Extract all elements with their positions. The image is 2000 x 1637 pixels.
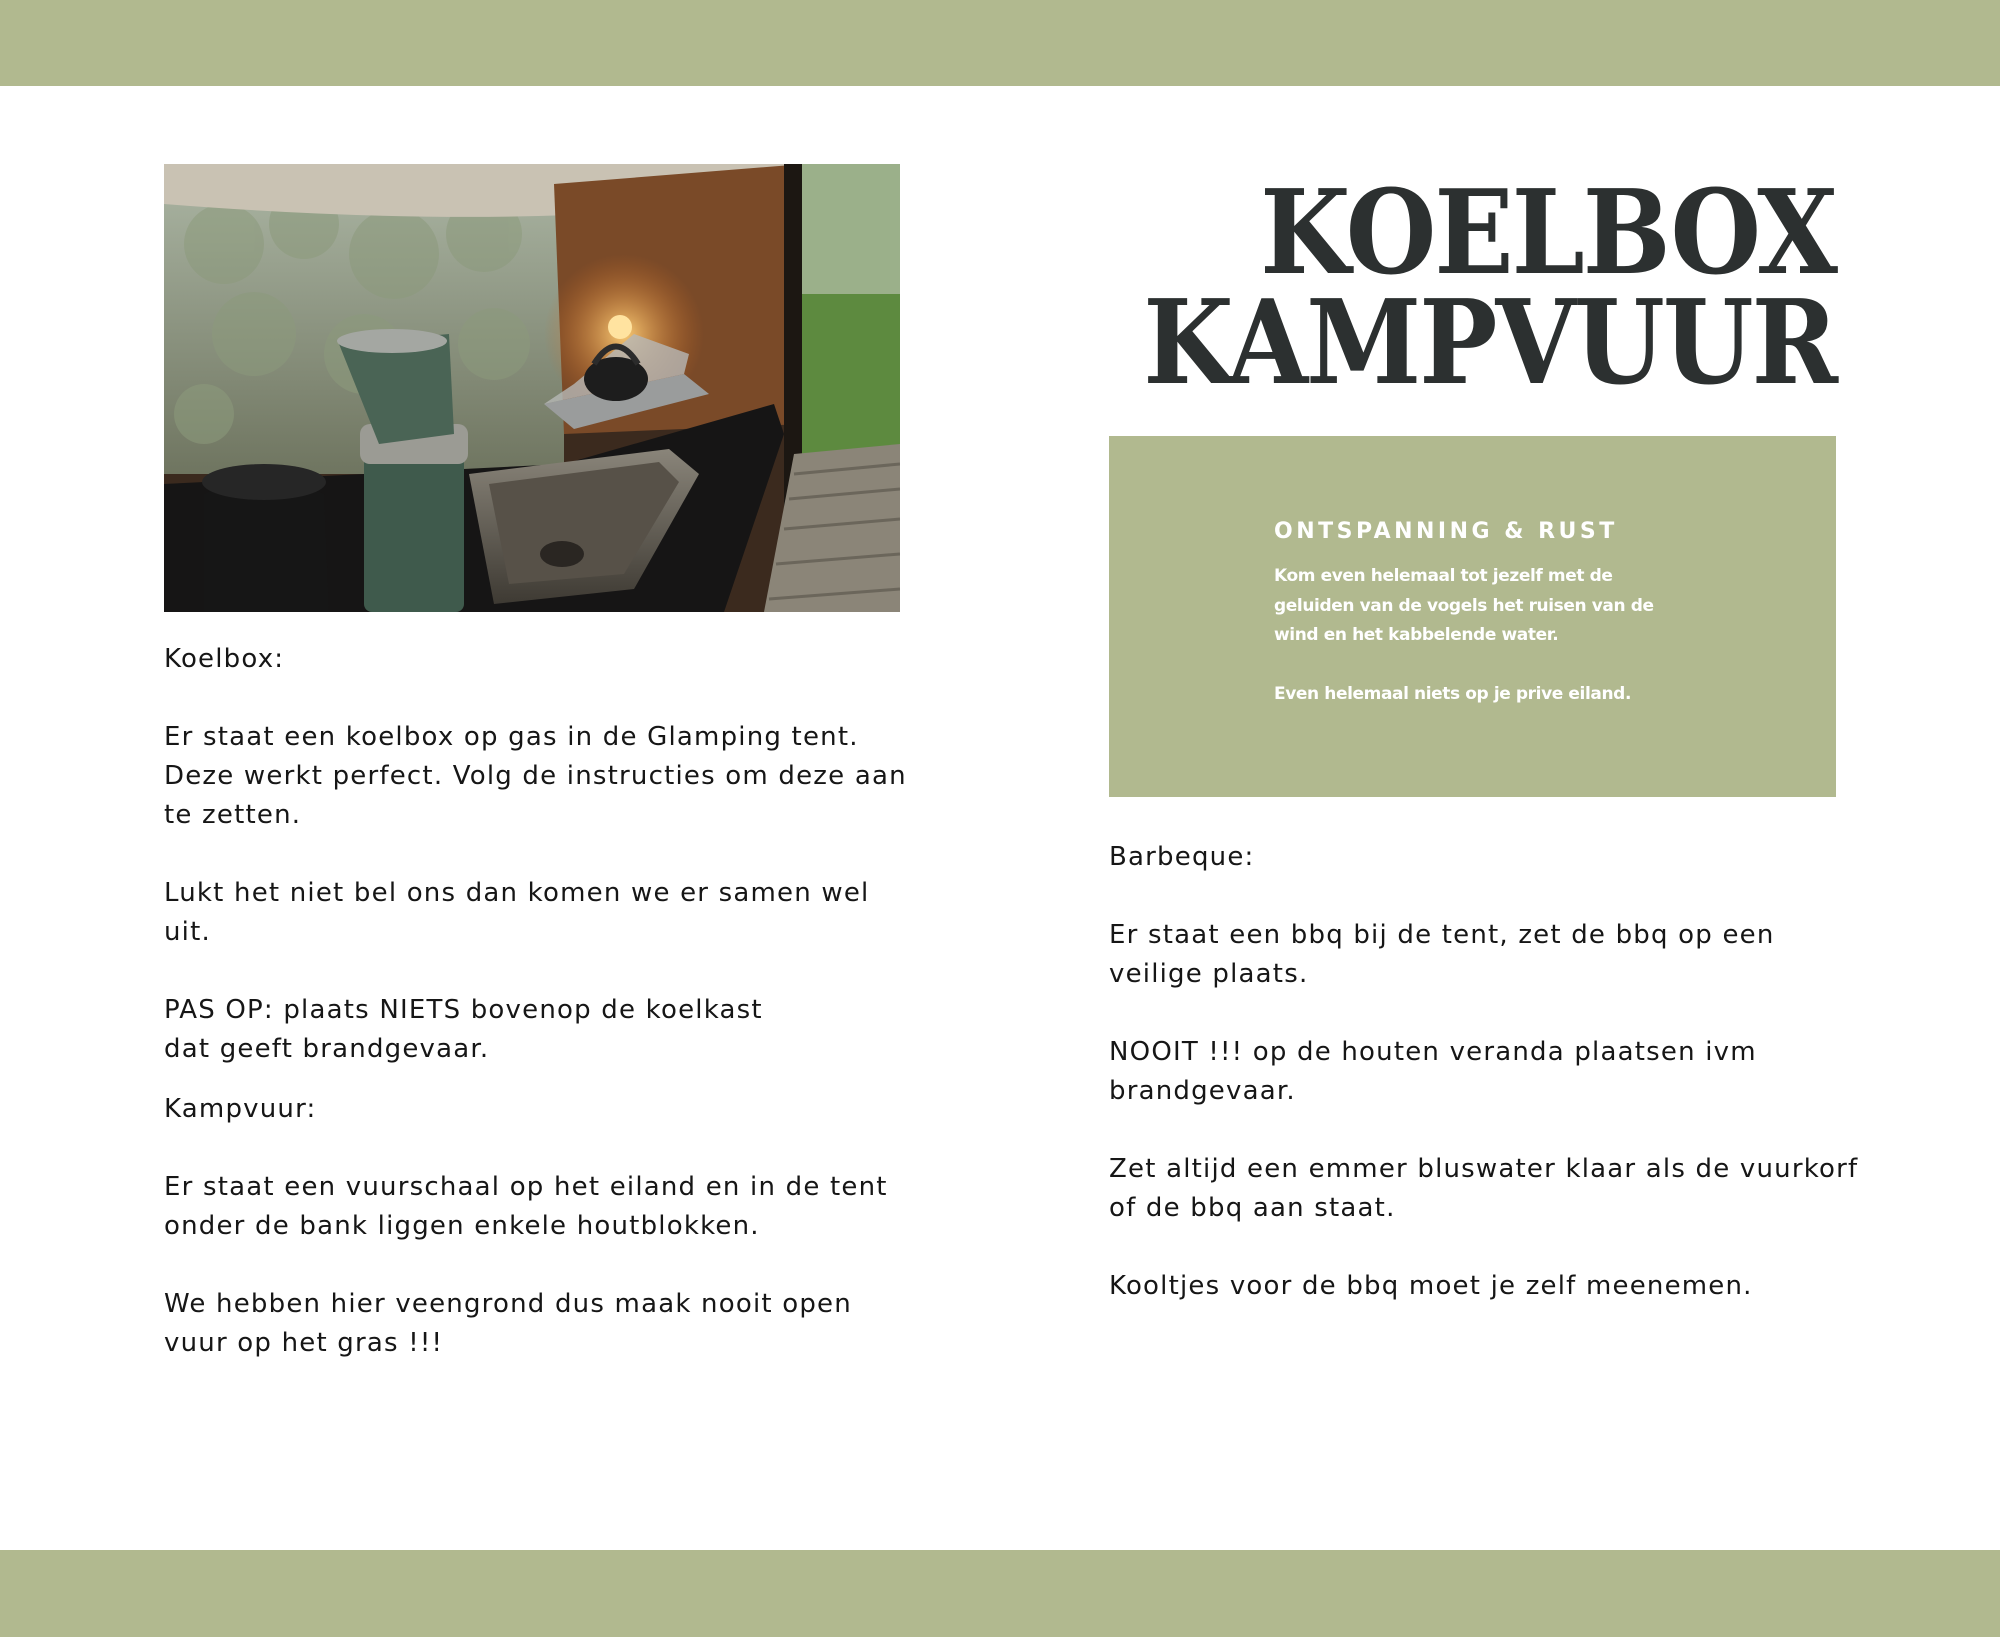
title-line-kampvuur: KAMPVUUR	[1143, 273, 1836, 411]
kampvuur-section: Kampvuur: Er staat een vuurschaal op het eiland en in de tent onder de bank liggen enkele houtblokken. We hebben hier veengrond dus maak nooit open vuur op het gras !!!	[164, 1094, 888, 1358]
page-title	[1076, 163, 1836, 411]
koelbox-section: Koelbox: Er staat een koelbox op gas in de Glamping tent. Deze werkt perfect. Volg de instructies om deze aan te zetten. Lukt het niet bel ons dan komen we er samen wel uit. PAS OP: plaats NIETS bovenop de koelkast dat geeft brandgevaar.	[164, 644, 907, 1064]
info-box	[1109, 436, 1836, 797]
info-box-text: Kom even helemaal tot jezelf met de geluiden van de vogels het ruisen van de wind en het kabbelende water. Even helemaal niets op je prive eiland.	[1274, 566, 1654, 704]
header-band	[0, 0, 2000, 86]
title-line-koelbox: KOELBOX	[1260, 163, 1836, 302]
barbeque-section: Barbeque: Er staat een bbq bij de tent, zet de bbq op een veilige plaats. NOOIT !!! op de houten veranda plaatsen ivm brandgevaar. Zet altijd een emmer bluswater klaar als de vuurkorf of de bbq aan staat. Kooltjes voor de bbq moet je zelf meenemen.	[1109, 842, 1859, 1301]
footer-band	[0, 1550, 2000, 1637]
camping-kitchen-photo	[164, 164, 900, 612]
info-box-heading: ONTSPANNING & RUST	[1274, 519, 1618, 544]
